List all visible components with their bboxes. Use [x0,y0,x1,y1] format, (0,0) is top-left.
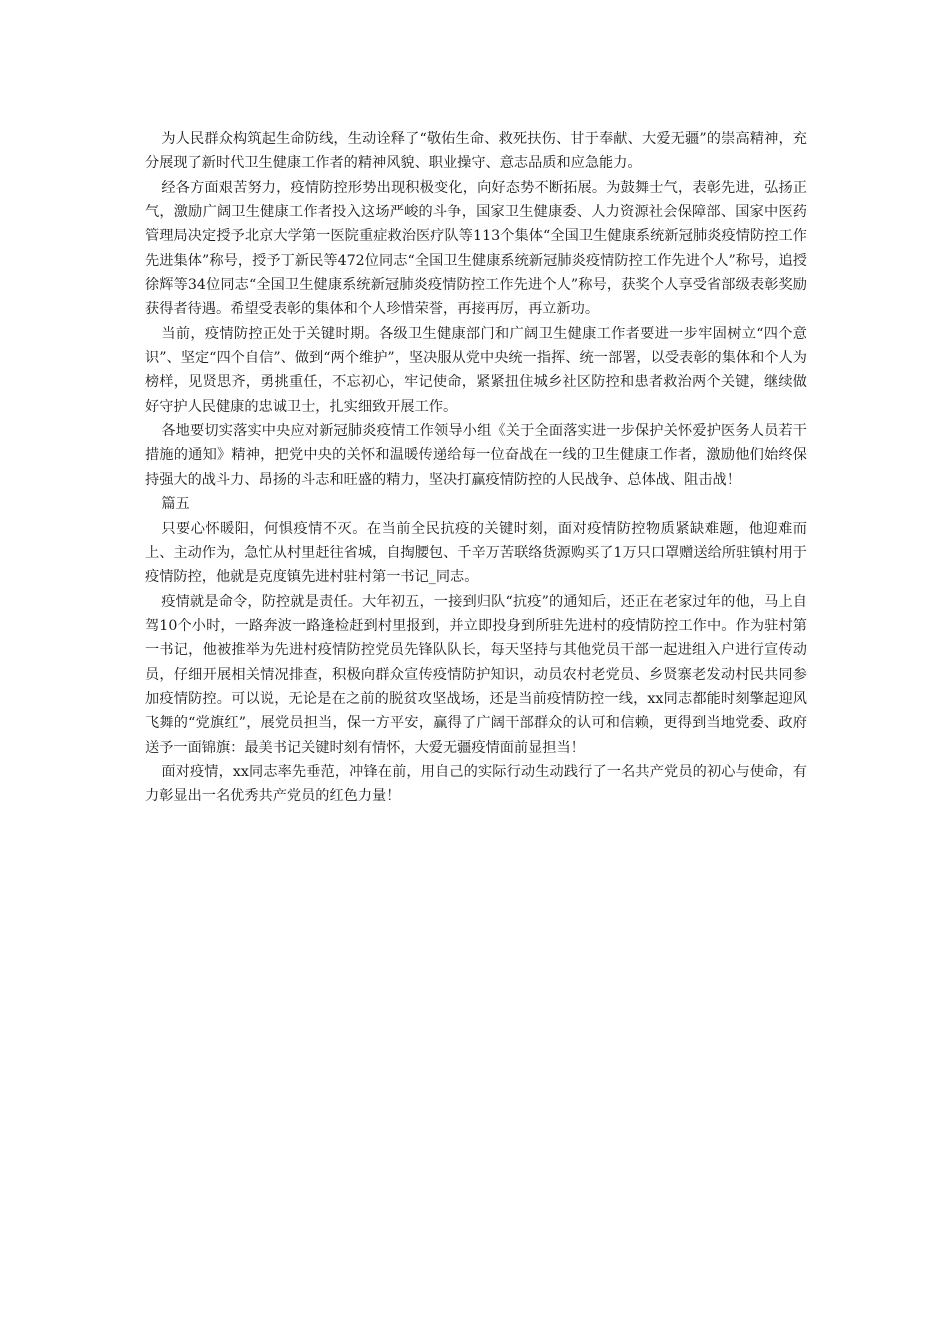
paragraph-6: 疫情就是命令，防控就是责任。大年初五，一接到归队“抗疫”的通知后，还正在老家过年的他，马上自驾10个小时，一路奔波一路逢检赶到村里报到，并立即投身到所驻先进村的疫情防控工作中。作为驻村第一书记，他被推举为先进村疫情防控党员先锋队队长，每天坚持与其他党员干部一起进组入户进行宣传动员，仔细开展相关情况排查，积极向群众宣传疫情防护知识，动员农村老党员、乡贤寨老发动村民共同参加疫情防控。可以说，无论是在之前的脱贫攻坚战场，还是当前疫情防控一线，xx同志都能时刻擎起迎风飞舞的“党旗红”，展党员担当，保一方平安，赢得了广阔干部群众的认可和信赖，更得到当地党委、政府送予一面锦旗：最美书记关键时刻有情怀，大爱无疆疫情面前显担当！ [145,593,807,756]
paragraph-5: 只要心怀暖阳，何惧疫情不灭。在当前全民抗疫的关键时刻，面对疫情防控物质紧缺难题，他迎难而上、主动作为，急忙从村里赶往省城，自掏腰包、千辛万苦联络货源购买了1万只口罩赠送给所驻镇村用于疫情防控，他就是克度镇先进村驻村第一书记_同志。 [145,520,807,586]
section-heading: 篇五 [161,496,190,513]
paragraph-3: 当前，疫情防控正处于关键时期。各级卫生健康部门和广阔卫生健康工作者要进一步牢固树立“四个意识”、坚定“四个自信”、做到“两个维护”，坚决服从党中央统一指挥、统一部署，以受表彰的集体和个人为榜样，见贤思齐，勇挑重任，不忘初心，牢记使命，紧紧扭住城乡社区防控和患者救治两个关键，继续做好守护人民健康的忠诚卫士，扎实细致开展工作。 [145,325,807,415]
paragraph-1: 为人民群众构筑起生命防线，生动诠释了“敬佑生命、救死扶伤、甘于奉献、大爱无疆”的崇高精神，充分展现了新时代卫生健康工作者的精神风貌、职业操守、意志品质和应急能力。 [145,131,807,172]
paragraph-4: 各地要切实落实中央应对新冠肺炎疫情工作领导小组《关于全面落实进一步保护关怀爱护医务人员若干措施的通知》精神，把党中央的关怀和温暖传递给每一位奋战在一线的卫生健康工作者，激励他们始终保持强大的战斗力、昂扬的斗志和旺盛的精力，坚决打赢疫情防控的人民战争、总体战、阻击战！ [145,423,807,488]
paragraph-2: 经各方面艰苦努力，疫情防控形势出现积极变化，向好态势不断拓展。为鼓舞士气，表彰先进，弘扬正气，激励广阔卫生健康工作者投入这场严峻的斗争，国家卫生健康委、人力资源社会保障部、国家中医药管理局决定授予北京大学第一医院重症救治医疗队等113个集体“全国卫生健康系统新冠肺炎疫情防控工作先进集体”称号，授予丁新民等472位同志“全国卫生健康系统新冠肺炎疫情防控工作先进个人”称号，追授徐辉等34位同志“全国卫生健康系统新冠肺炎疫情防控工作先进个人”称号，获奖个人享受省部级表彰奖励获得者待遇。希望受表彰的集体和个人珍惜荣誉，再接再厉，再立新功。 [145,179,807,318]
document-body [145,127,807,809]
paragraph-7: 面对疫情，xx同志率先垂范，冲锋在前，用自己的实际行动生动践行了一名共产党员的初心与使命，有力彰显出一名优秀共产党员的红色力量！ [145,763,807,805]
